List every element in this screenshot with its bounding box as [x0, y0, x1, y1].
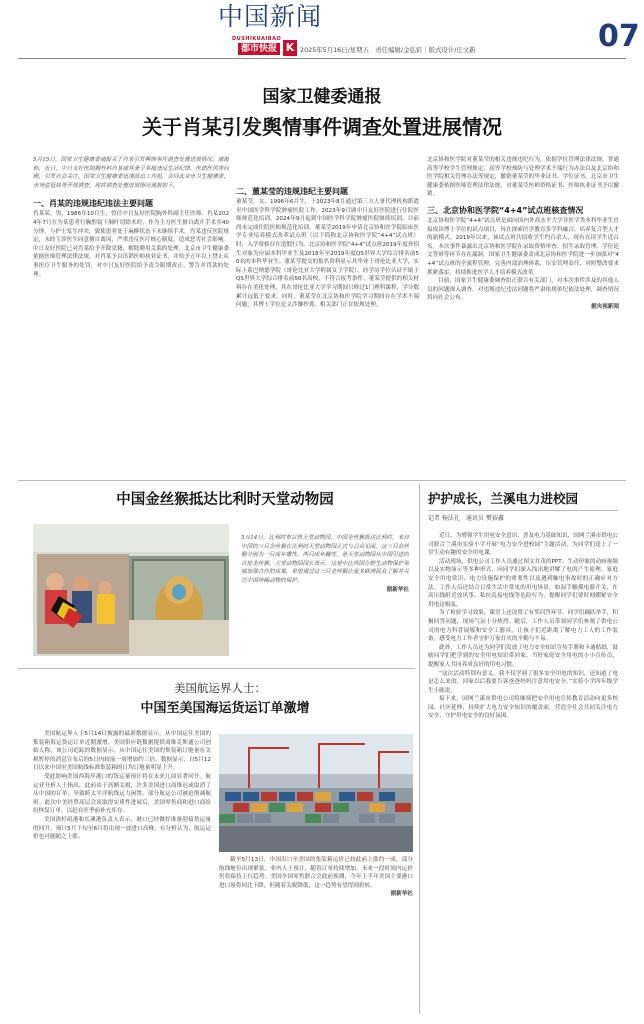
story3-body-d: 截至5月13日，中国出口至美国的集装箱运价已较此前上涨约一成，部分航线舱位出现紧张。业内人士预计，随着订单持续增加，未来一段时间内运价仍将保持上行趋势。美国全国零售联合会此前预测，今年上半年美国主要港口进口量将同比下降，但随着关税降低，这一趋势有望得到扭转。	[219, 857, 413, 889]
story1-section1-title: 一、肖某的违规违纪违法主要问题	[33, 199, 153, 209]
story3-body-b: 受此影响美国西海岸港口的货运量预计将在未来几周显著回升。航运业分析人士指出，此前由于高额关税，许多美国进口商推迟或取消了从中国的订单，导致跨太平洋航线运力闲置，部分航运公司被迫削减航班。此次中美经贸高层会谈取得实质性进展后，美国零售商和进口商纷纷恢复订单，以赶在旺季前补充库存。	[33, 773, 211, 815]
story1-section1-body: 肖某某，男，1986年10月生，曾任中日友好医院胸外科副主任医师。肖某2024年7月在为某患者行胸腔镜下肺叶切除术时，作为主刀医生擅自离开手术室40分钟，与护士发生冲突，致使患者处于麻醉状态下未继续手术。肖某违反医院规定，未经主诊医生同意擅自离岗，严重违反医疗核心制度，造成恶劣社会影响。中日友好医院已对肖某给予开除党籍、解除聘用关系的处理。北京市卫生健康委依据医师管理法律法规，对肖某予以吊销医师执业证书，并给予五年以上禁止从事医疗卫生服务的处罚，对中日友好医院给予责令限期改正、警告并罚款的处理。	[33, 211, 229, 278]
page-number: 07	[598, 19, 640, 54]
story4-title-rule	[428, 510, 618, 511]
story2-bottom-rule	[18, 668, 415, 669]
story4-body-wrap	[428, 532, 618, 1014]
monkey-photo	[33, 524, 229, 656]
dateline: 2025年5月16日/星期五 责任编辑/金弘彩｜版式设计/庄文新	[300, 46, 476, 54]
story4-byline: 记者 杨法礼 通讯员 樊裕鑫	[428, 515, 504, 522]
story1-lede: 5月15日，国家卫生健康委通报关于肖某引发舆情事件调查处置进展情况。通报称，近日，中日友好医院胸外科肖某被其妻子举报违反生活纪律、医德医风等问题，引发社会关注。国家卫生健康委迅速派出工作组，会同北京市卫生健康委、市场监管局等开展调查。现将调查处置进展情况通报如下。	[33, 157, 229, 189]
story1-col1	[33, 156, 229, 478]
brand-logo-icon	[283, 40, 297, 56]
story4-body-d: 此外，工作人员还为同学们发放了电力安全知识宣传手册和卡通贴纸，鼓励同学们把学到的安全用电知识带回家，当好家庭安全用电的小小宣传员，提醒家人共同养成良好的用电习惯。	[428, 644, 618, 668]
story4-headline: 护护成长，兰溪电力进校园	[428, 491, 579, 506]
story1-col2	[236, 156, 419, 478]
story3-body-c: 美国洛杉矶港和长滩港负责人表示，港口已经做好准备迎接货运量的回升，预计5月下旬至6月将出现一波进口高峰。有分析认为，航运运价也可能随之上涨。	[33, 816, 211, 841]
story2-body: 5月14日，比利时布吕热天堂动物园，中国金丝猴抵达比利时，来自中国的三只金丝猴在比利时天堂动物园正式与公众见面。这三只金丝猴分别为一只成年雄性、两只成年雌性，是天堂动物园从中国引进的首批金丝猴。天堂动物园园长表示，这是中比两国在野生动物保护领域加强合作的成果，希望通过这三只金丝猴让更多欧洲民众了解并关注中国珍稀动物的保护。	[241, 535, 409, 584]
monkey-photo-illustration	[33, 524, 229, 656]
brand-pinyin: DUSHIKUAIBAO	[232, 36, 282, 42]
header-rule	[18, 58, 626, 59]
story1-headline: 关于肖某引发舆情事件调查处置进展情况	[142, 115, 502, 139]
story3-body-a: 美国航运界人士5月14日披露的最新数据显示，从中国运往美国的集装箱海运货运订单近期激增。美国供应链数据提供商维克斯通公司创始人称，该公司追踪的数据显示，从中国运往美国的集装箱订舱量在关税暂停的消息宣布后的5日内较前一周增加约三倍。数据显示，自5月12日以来中国至美国航线标准集装箱的日均订舱量明显上升。	[33, 731, 211, 772]
story3-headline: 中国至美国海运货运订单激增	[140, 701, 310, 716]
port-photo-illustration	[219, 734, 413, 852]
story4-body-e: “这次活动特别有意义，我不仅学到了很多安全用电的知识，还知道了电是怎么来的，回家以后我要告诉爸爸妈妈注意用电安全。”实验小学四年级学生小陈说。	[428, 670, 618, 694]
story2-byline: 据新华社	[386, 586, 409, 593]
story3-col1	[33, 730, 211, 1014]
story4-body-f: 接下来，国网兰溪市供电公司将继续把安全用电宣传教育活动向更多校园、社区延伸，持续扩大电力安全知识的覆盖面，营造全社会共同关注电力安全、守护用电安全的良好氛围。	[428, 696, 618, 720]
story2-body-wrap	[241, 534, 409, 654]
story3-byline: 据新华社	[390, 891, 413, 898]
story3-kicker: 美国航运界人士：	[174, 681, 266, 695]
section-title: 中国新闻	[218, 2, 323, 31]
story1-section2-continued: 北京协和医学院对董某莹的相关违规违纪行为，依据学位管理法律法规、普通高等学校学生管理规定、高等学校预防与处理学术不端行为办法以及北京协和医学院相关管理办法等规定，撤销董某莹的毕业证书、学位证书。北京市卫生健康委依据医师管理法律法规，对董某莹医师资格证书、医师执业证书予以撤销。	[427, 157, 619, 198]
story1-section3-body: 北京协和医学院“4+4”试点班是面向国内外高水平大学非医学类本科毕业生直接攻读博士学位的试点项目，旨在探索医学教育多学科融合、培养复合型人才的新模式。2019年以来，该试点班共招收学生约百余人，现有在读学生近百名。本次事件暴露出北京协和医学院在录取资格审查、招生录取管理、学位论文答辩等环节存在漏洞。国家卫生健康委责成北京协和医学院进一步加强对“4+4”试点班的全流程管理，完善内部治理体系，压实管理责任，对照整改要求抓紧落实，持续推进医学人才培养模式改革。	[427, 217, 619, 276]
story2-headline: 中国金丝猴抵达比利时天堂动物园	[116, 492, 334, 508]
masthead	[0, 0, 644, 62]
port-photo	[219, 734, 413, 852]
story1-kicker: 国家卫健委通报	[262, 87, 382, 107]
story1-section2-title: 二、董某莹的违规违纪主要问题	[236, 187, 348, 196]
story1-section3-title: 三、北京协和医学院“4+4”试点班核查情况	[427, 205, 584, 215]
story4-body-c: 为了检验学习效果，课堂上还设置了有奖问答环节。同学们踊跃举手，积极回答问题，现场气氛十分热烈。随后，工作人员带领同学们参观了供电公司的电力科普展板和安全工器具，让孩子们近距离了解电力工人的工作装备，感受电力工作者守护万家灯火的辛勤与不易。	[428, 610, 618, 643]
brand-logo-letter: K	[285, 41, 295, 54]
story1-bottom-rule	[18, 480, 626, 481]
story1-section2-body: 董某莹，女，1996年6月生，于2023年8月通过第三方人事代理机构派遣至中国医学科学院肿瘤医院工作，2023年9月调中日友好医院进行住院医师规范化培训，2024年9月起到中国医学科学院肿瘤医院继续培训，目前尚未完成住院医师规范化培训。董某莹2019年申请北京协和医学院临床医学专业培养模式改革试点班（以下简称北京协和医学院“4+4”试点班）时，入学资格存在造假行为。北京协和医学院“4+4”试点班2019年度外招生对象为应届本科毕业生及2018年至2019年度QS世界大学综合排名前50名的本科毕业生。董某莹提交的报名资料显示其毕业于哥伦比亚大学，实际上系巴纳德学院（哥伦比亚大学附属女子学院），经学历学位认证不属于QS世界大学综合排名前50名高校，不符合报考条件。董某莹提供的相关材料存在美化处理，其在哥伦比亚大学学习期间只修过1门理科课程，学分数累计远低于要求。同时，董某莹在北京协和医学院学习期间存在学术不端问题，其博士学位论文涉嫌抄袭，相关部门正在依规处理。	[236, 199, 419, 309]
story4-body-b: 活动现场，供电公司工作人员通过图文并茂的PPT、生动形象的动画视频以及实物演示等多种形式，向同学们深入浅出地讲解了电的产生原理、家庭安全用电常识、电力设施保护的重要性以及遇到触电事故时的正确应对方法。工作人员还结合日常生活中常见的用电场景，如湿手触摸电器开关、在高压线附近放风筝、私拉乱接电线等危险行为，提醒同学们要时刻绷紧安全用电这根弦。	[428, 558, 618, 608]
story4-body-a: 近日，为增强学生用电安全意识，普及电力基础知识，国网兰溪市供电公司联合兰溪市实验小学开展“电力安全进校园”主题活动，为同学们送上了一堂生动有趣的安全用电课。	[428, 533, 618, 557]
story1-byline: 据央视新闻	[591, 303, 619, 310]
column-divider	[419, 484, 420, 1014]
story1-col3	[427, 156, 619, 478]
story3-col2	[219, 856, 413, 1014]
story1-closing: 目前，国家卫生健康委调查组正联合有关部门，对本次事件涉及的其他人员的问题深入调查，对违规违纪违法问题将严肃依规依纪依法处理，调查情况将向社会公布。	[427, 278, 619, 302]
brand-name: 都市快报	[238, 43, 280, 55]
